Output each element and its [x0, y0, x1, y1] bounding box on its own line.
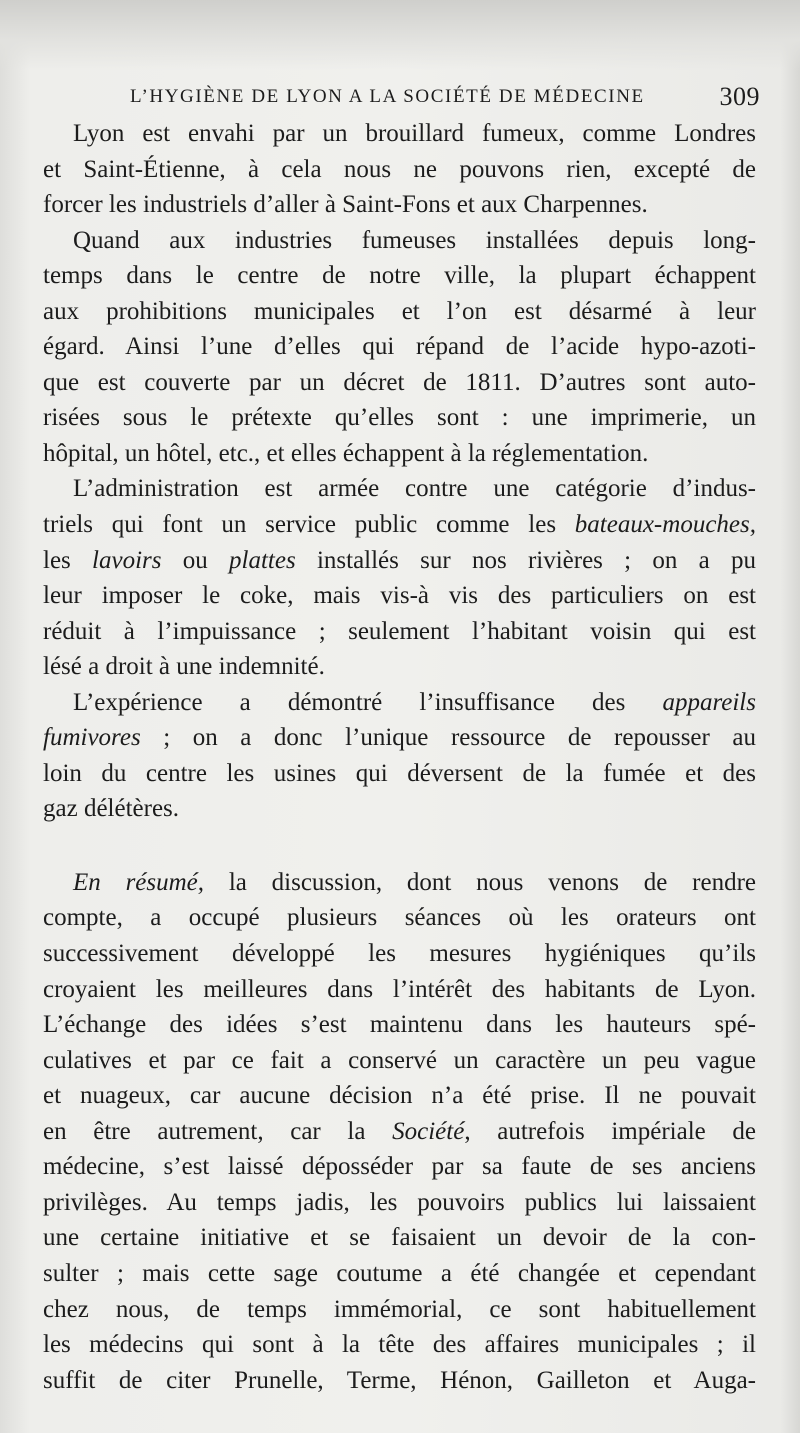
text-line: compte, a occupé plusieurs séances où les orateurs ont: [43, 904, 756, 932]
text-line: L’échange des idées s’est maintenu dans les hauteurs spé-: [43, 1011, 756, 1039]
italic-text: lavoirs: [92, 546, 162, 574]
body-text: [43, 116, 756, 1398]
text-line: et Saint-Étienne, à cela nous ne pouvons rien, excepté de: [43, 155, 756, 183]
text-line: [43, 685, 756, 721]
text-line: médecine, s’est laissé déposséder par sa faute de ses anciens: [43, 1153, 756, 1181]
italic-text: Société: [392, 1117, 465, 1145]
text-line: hôpital, un hôtel, etc., et elles échappent à la réglementation.: [43, 439, 649, 467]
text-run: L’expérience a démontré l’insuffisance des: [73, 688, 663, 716]
page-number: 309: [719, 82, 760, 111]
text-line: successivement développé les mesures hygiéniques qu’ils: [43, 940, 756, 968]
text-line: lésé a droit à une indemnité.: [43, 653, 325, 681]
text-line: risées sous le prétexte qu’elles sont : une imprimerie, un: [43, 404, 756, 432]
text-run: ou: [161, 546, 230, 574]
italic-text: En résumé,: [73, 868, 205, 896]
text-line: croyaient les meilleures dans l’intérêt des habitants de Lyon.: [43, 975, 756, 1003]
italic-text: appareils: [662, 688, 756, 716]
text-line: [43, 543, 756, 579]
text-line: aux prohibitions municipales et l’on est désarmé à leur: [43, 297, 756, 325]
text-run: triels qui font un service public comme les: [43, 511, 575, 539]
text-line: forcer les industriels d’aller à Saint-Fons et aux Charpennes.: [43, 191, 648, 219]
text-line: temps dans le centre de notre ville, la plupart échappent: [43, 262, 756, 290]
text-line: loin du centre les usines qui déversent de la fumée et des: [43, 759, 756, 787]
text-run: la discussion, dont nous venons de rendre: [204, 868, 756, 896]
page-header: [130, 82, 760, 114]
text-line: [43, 507, 756, 543]
text-run: ; on a donc l’unique ressource de repousser au: [140, 724, 756, 752]
page-top-shadow: [0, 0, 800, 70]
italic-text: bateaux-mouches,: [574, 511, 756, 539]
text-line: les médecins qui sont à la tête des affaires municipales ; il: [43, 1331, 756, 1359]
text-line: égard. Ainsi l’une d’elles qui répand de l’acide hypo-azoti-: [43, 333, 756, 361]
italic-text: plattes: [229, 546, 296, 574]
text-line: et nuageux, car aucune décision n’a été prise. Il ne pouvait: [43, 1082, 756, 1110]
text-line: leur imposer le coke, mais vis-à vis des particuliers on est: [43, 582, 756, 610]
running-head: L’HYGIÈNE DE LYON A LA SOCIÉTÉ DE MÉDECINE: [130, 86, 645, 107]
text-line: que est couverte par un décret de 1811. D’autres sont auto-: [43, 368, 756, 396]
text-line: L’administration est armée contre une catégorie d’indus-: [73, 475, 756, 503]
text-line: culatives et par ce fait a conservé un caractère un peu vague: [43, 1046, 756, 1074]
text-run: les: [43, 546, 93, 574]
text-line: sulter ; mais cette sage coutume a été changée et cependant: [43, 1259, 756, 1287]
text-line: [43, 1114, 756, 1150]
text-line: privilèges. Au temps jadis, les pouvoirs publics lui laissaient: [43, 1188, 756, 1216]
text-run: installés sur nos rivières ; on a pu: [295, 546, 756, 574]
text-run: , autrefois impériale de: [464, 1117, 756, 1145]
text-line: gaz délétères.: [43, 795, 180, 823]
text-line: réduit à l’impuissance ; seulement l’habitant voisin qui est: [43, 617, 756, 645]
text-line: [43, 865, 756, 901]
paragraph-gap: [43, 827, 756, 865]
text-line: [43, 720, 756, 756]
text-line: Lyon est envahi par un brouillard fumeux, comme Londres: [73, 120, 756, 147]
text-run: en être autrement, car la: [43, 1117, 393, 1145]
text-line: Quand aux industries fumeuses installées depuis long-: [73, 226, 756, 254]
text-line: une certaine initiative et se faisaient un devoir de la con-: [43, 1224, 756, 1252]
text-line: suffit de citer Prunelle, Terme, Hénon, Gailleton et Auga-: [43, 1366, 756, 1394]
italic-text: fumivores: [43, 724, 141, 752]
text-line: chez nous, de temps immémorial, ce sont habituellement: [43, 1295, 756, 1323]
